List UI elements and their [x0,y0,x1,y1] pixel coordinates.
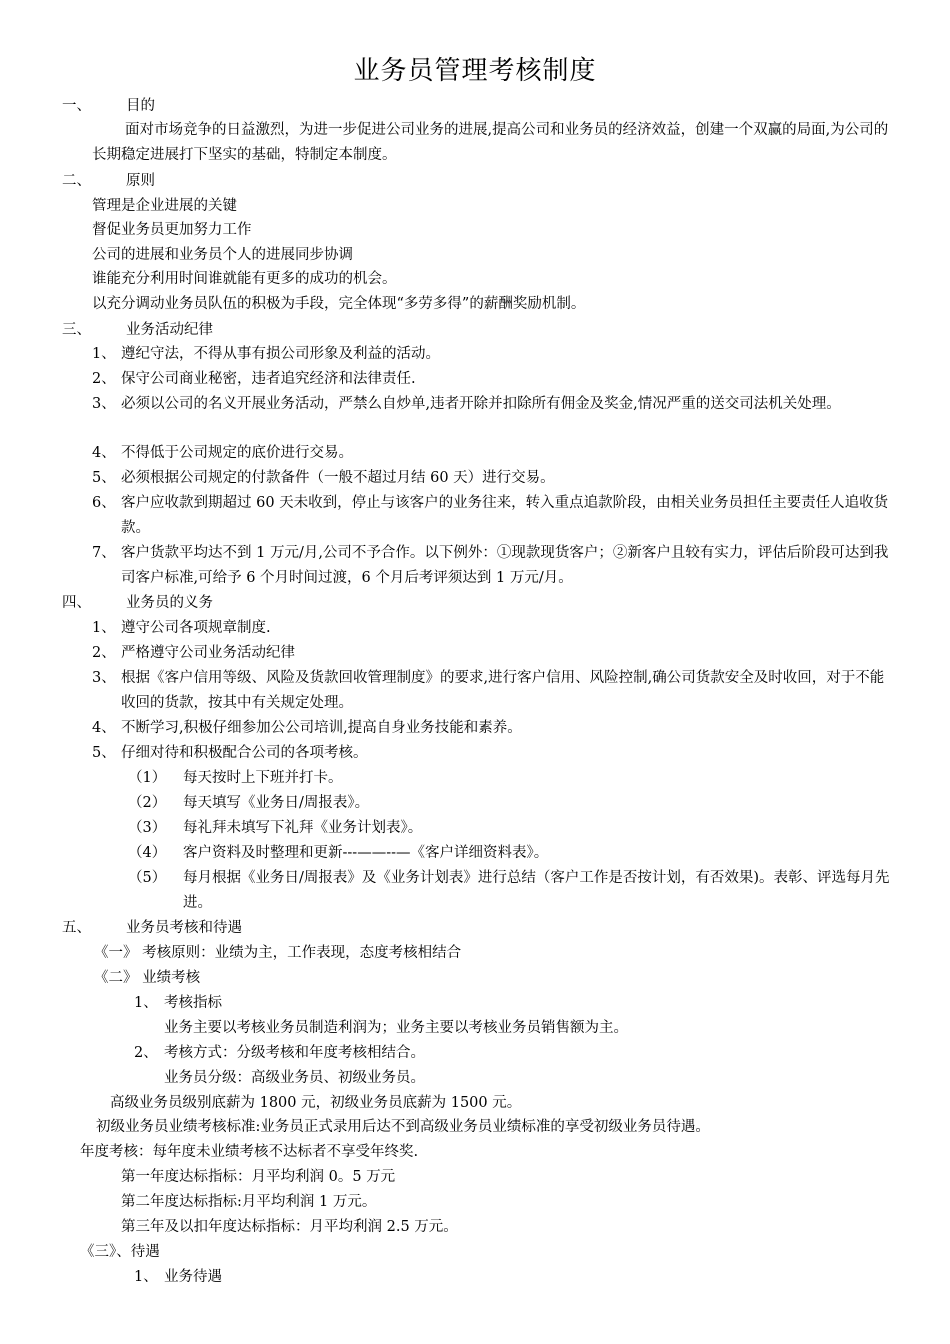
paragraph: 第三年及以扣年度达标指标：月平均利润 2.5 万元。 [121,1219,458,1235]
list-number: 3、 [92,396,116,412]
section-heading: 业务活动纪律 [126,322,213,338]
list-number: 3、 [92,670,116,686]
list-item: 谁能充分利用时间谁就能有更多的成功的机会。 [92,271,397,287]
section-number: 五、 [62,920,91,936]
paragraph: 第一年度达标指标：月平均利润 0。5 万元 [121,1169,396,1185]
list-item: 仔细对待和积极配合公司的各项考核。 [121,745,368,761]
list-item: 客户应收款到期超过 60 天未收到，停止与该客户的业务往来，转入重点追款阶段，由相关业务员担任主要责任人追收货款。 [121,495,889,536]
list-number: 7、 [92,545,116,561]
list-number: 1、 [92,620,116,636]
paragraph: 业务员分级：高级业务员、初级业务员。 [164,1070,425,1086]
paragraph: 高级业务员级别底薪为 1800 元，初级业务员底薪为 1500 元。 [110,1095,522,1111]
section-heading: 目的 [126,98,155,114]
list-number: 2、 [92,645,116,661]
sublist-number: （5） [128,870,167,886]
section-number: 二、 [62,173,91,189]
list-item: 管理是企业进展的关键 [92,198,237,214]
sublist-item: 每天填写《业务日/周报表》。 [183,795,370,811]
paragraph: 初级业务员业绩考核标准:业务员正式录用后达不到高级业务员业绩标准的享受初级业务员待遇。 [96,1119,710,1135]
list-item: 遵纪守法，不得从事有损公司形象及利益的活动。 [121,346,440,362]
list-number: 1、 [134,995,158,1011]
list-item: 考核指标 [164,995,222,1011]
paragraph: 面对市场竞争的日益激烈，为进一步促进公司业务的进展,提高公司和业务员的经济效益，创建一个双赢的局面,为公司的长期稳定进展打下坚实的基础，特制定本制度。 [92,122,889,163]
list-number: 4、 [92,720,116,736]
page-title: 业务员管理考核制度 [353,56,597,86]
sublist-item: 每月根据《业务日/周报表》及《业务计划表》进行总结（客户工作是否按计划，有否效果)。表彰、评选每月先进。 [183,870,890,911]
list-number: 4、 [92,445,116,461]
list-number: 1、 [92,346,116,362]
list-number: 1、 [134,1269,158,1285]
list-number: 5、 [92,470,116,486]
subsection-heading: 《二》 业绩考核 [94,970,201,986]
list-item: 必须根据公司规定的付款备件（一般不超过月结 60 天）进行交易。 [121,470,555,486]
list-number: 6、 [92,495,116,511]
section-number: 一、 [62,98,91,114]
list-item: 公司的进展和业务员个人的进展同步协调 [92,247,353,263]
paragraph: 年度考核：每年度未业绩考核不达标者不享受年终奖. [80,1144,419,1160]
list-item: 必须以公司的名义开展业务活动，严禁么自炒单,违者开除并扣除所有佣金及奖金,情况严重的送交司法机关处理。 [121,396,841,412]
list-item: 不得低于公司规定的底价进行交易。 [121,445,353,461]
section-number: 四、 [62,595,91,611]
list-item: 根据《客户信用等级、风险及货款回收管理制度》的要求,进行客户信用、风险控制,确公司货款安全及时收回，对于不能收回的货款，按其中有关规定处理。 [121,670,885,711]
list-item: 考核方式：分级考核和年度考核相结合。 [164,1045,425,1061]
list-item: 不断学习,积极仔细参加公公司培训,提高自身业务技能和素养。 [121,720,522,736]
sublist-item: 客户资料及时整理和更新---——--—《客户详细资料表》。 [183,845,549,861]
list-item: 督促业务员更加努力工作 [92,222,252,238]
sublist-number: （3） [128,820,167,836]
list-item: 保守公司商业秘密，违者追究经济和法律责任. [121,371,416,387]
sublist-number: （1） [128,770,167,786]
paragraph: 第二年度达标指标:月平均利润 1 万元。 [121,1194,377,1210]
paragraph: 业务主要以考核业务员制造利润为；业务主要以考核业务员销售额为主。 [164,1020,628,1036]
list-number: 2、 [134,1045,158,1061]
subsection-heading: 《三》、待遇 [80,1244,160,1260]
list-item: 客户货款平均达不到 1 万元/月,公司不予合作。以下例外：①现款现货客户；②新客户且较有实力，评估后阶段可达到我司客户标准,可给予 6 个月时间过渡，6 个月后考评须达到 1 万元/月。 [121,545,889,586]
section-heading: 原则 [126,173,155,189]
sublist-item: 每天按时上下班并打卡。 [183,770,343,786]
subsection-heading: 《一》 考核原则：业绩为主，工作表现，态度考核相结合 [94,945,462,961]
list-item: 严格遵守公司业务活动纪律 [121,645,295,661]
sublist-number: （2） [128,795,167,811]
section-heading: 业务员的义务 [126,595,213,611]
list-number: 2、 [92,371,116,387]
sublist-number: （4） [128,845,167,861]
sublist-item: 每礼拜未填写下礼拜《业务计划表》。 [183,820,423,836]
list-item: 业务待遇 [164,1269,222,1285]
list-item: 遵守公司各项规章制度. [121,620,271,636]
list-item: 以充分调动业务员队伍的积极为手段，完全体现“多劳多得”的薪酬奖励机制。 [92,296,586,312]
section-number: 三、 [62,322,91,338]
section-heading: 业务员考核和待遇 [126,920,242,936]
list-number: 5、 [92,745,116,761]
